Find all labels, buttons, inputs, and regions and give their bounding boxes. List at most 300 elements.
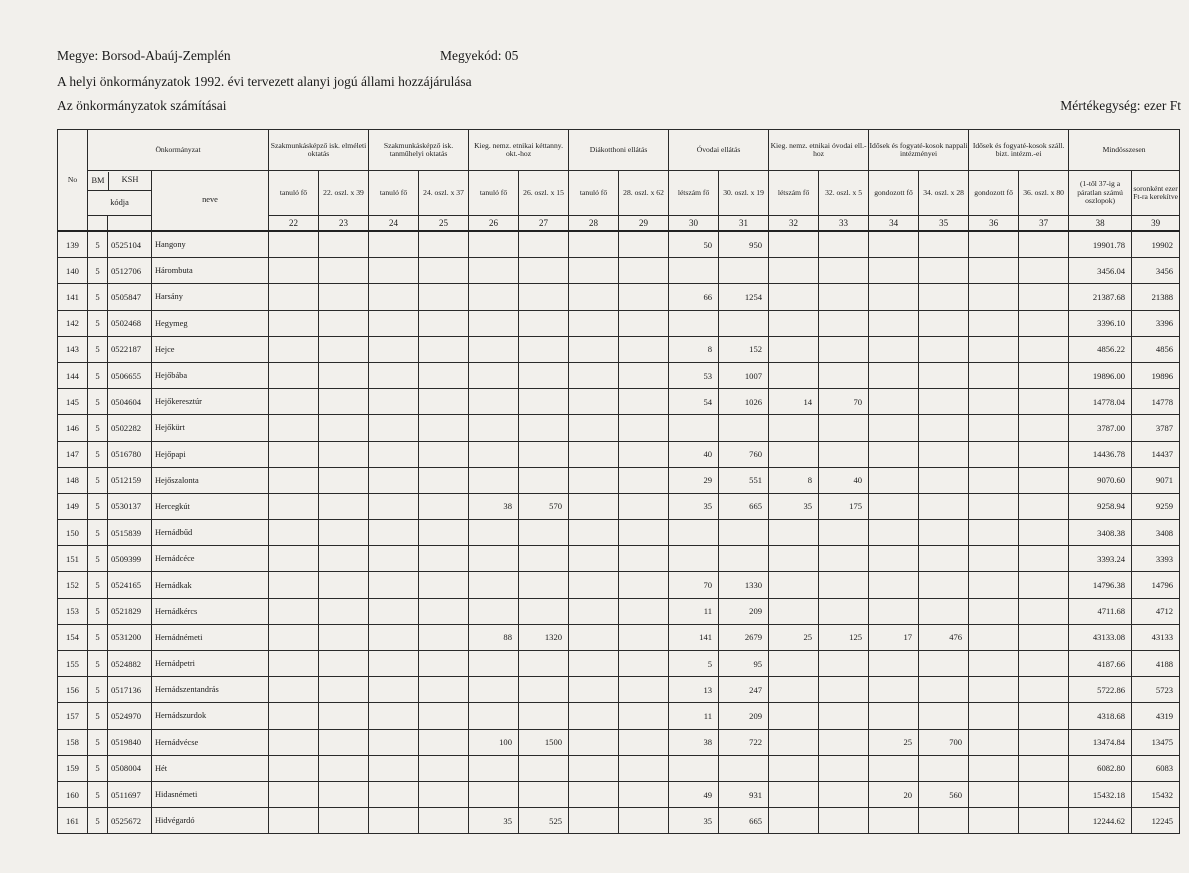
value-cell xyxy=(769,729,819,755)
value-cell xyxy=(919,520,969,546)
row-number: 159 xyxy=(58,755,88,781)
value-cell xyxy=(269,546,319,572)
value-cell xyxy=(369,520,419,546)
row-number: 145 xyxy=(58,389,88,415)
value-cell xyxy=(769,231,819,258)
value-cell xyxy=(369,703,419,729)
table-row xyxy=(58,808,1180,834)
value-cell xyxy=(619,231,669,258)
col-group-header: Szakmunkásképző isk. elméleti oktatás xyxy=(269,130,369,171)
municipality-name: Hernádnémeti xyxy=(152,624,269,650)
row-number: 147 xyxy=(58,441,88,467)
value-cell xyxy=(369,467,419,493)
col-sub-header: tanuló fő xyxy=(369,171,419,216)
value-cell: 4712 xyxy=(1132,598,1180,624)
value-cell xyxy=(769,755,819,781)
bm-code: 5 xyxy=(88,755,108,781)
bm-code: 5 xyxy=(88,441,108,467)
value-cell: 3396 xyxy=(1132,310,1180,336)
value-cell xyxy=(919,467,969,493)
value-cell: 476 xyxy=(919,624,969,650)
value-cell xyxy=(719,415,769,441)
value-cell xyxy=(269,703,319,729)
value-cell xyxy=(869,546,919,572)
value-cell xyxy=(469,362,519,388)
value-cell xyxy=(569,467,619,493)
value-cell xyxy=(269,677,319,703)
col-number: 23 xyxy=(319,216,369,232)
value-cell xyxy=(419,624,469,650)
municipality-name: Hét xyxy=(152,755,269,781)
bm-code: 5 xyxy=(88,389,108,415)
municipality-name: Hárombuta xyxy=(152,258,269,284)
value-cell xyxy=(419,441,469,467)
col-number: 30 xyxy=(669,216,719,232)
table-row xyxy=(58,520,1180,546)
value-cell: 2679 xyxy=(719,624,769,650)
col-header-no: No xyxy=(58,130,88,232)
bm-code: 5 xyxy=(88,703,108,729)
value-cell: 66 xyxy=(669,284,719,310)
value-cell xyxy=(819,781,869,807)
value-cell xyxy=(669,755,719,781)
municipality-name: Hernádszentandrás xyxy=(152,677,269,703)
value-cell: 3787 xyxy=(1132,415,1180,441)
ksh-code: 0522187 xyxy=(108,336,152,362)
value-cell xyxy=(969,258,1019,284)
value-cell xyxy=(719,310,769,336)
value-cell xyxy=(569,441,619,467)
value-cell: 21387.68 xyxy=(1069,284,1132,310)
table-row xyxy=(58,441,1180,467)
value-cell: 35 xyxy=(669,493,719,519)
value-cell: 700 xyxy=(919,729,969,755)
value-cell xyxy=(869,651,919,677)
table-row xyxy=(58,598,1180,624)
value-cell xyxy=(969,389,1019,415)
value-cell xyxy=(969,441,1019,467)
value-cell xyxy=(769,598,819,624)
municipality-name: Hegymeg xyxy=(152,310,269,336)
value-cell xyxy=(369,651,419,677)
value-cell xyxy=(969,781,1019,807)
value-cell xyxy=(1019,362,1069,388)
bm-code: 5 xyxy=(88,781,108,807)
col-group-header: Szakmunkásképző isk. tanműhelyi oktatás xyxy=(369,130,469,171)
value-cell xyxy=(419,310,469,336)
table-row xyxy=(58,546,1180,572)
ksh-code: 0530137 xyxy=(108,493,152,519)
value-cell xyxy=(319,781,369,807)
col-number: 29 xyxy=(619,216,669,232)
bm-code: 5 xyxy=(88,415,108,441)
value-cell xyxy=(519,336,569,362)
municipality-name: Hernádcéce xyxy=(152,546,269,572)
col-group-header: Diákotthoni ellátás xyxy=(569,130,669,171)
value-cell: 50 xyxy=(669,231,719,258)
value-cell: 70 xyxy=(819,389,869,415)
value-cell xyxy=(519,572,569,598)
value-cell xyxy=(919,546,969,572)
value-cell xyxy=(569,598,619,624)
value-cell xyxy=(819,415,869,441)
contribution-table xyxy=(57,129,1180,834)
value-cell: 722 xyxy=(719,729,769,755)
value-cell xyxy=(319,520,369,546)
value-cell xyxy=(319,598,369,624)
value-cell xyxy=(269,598,319,624)
value-cell xyxy=(969,651,1019,677)
value-cell: 38 xyxy=(669,729,719,755)
col-sub-header: gondozott fő xyxy=(969,171,1019,216)
bm-code: 5 xyxy=(88,651,108,677)
bm-code: 5 xyxy=(88,677,108,703)
value-cell: 54 xyxy=(669,389,719,415)
municipality-name: Hercegkút xyxy=(152,493,269,519)
table-body xyxy=(58,231,1180,834)
value-cell xyxy=(1019,729,1069,755)
table-row xyxy=(58,336,1180,362)
value-cell xyxy=(369,415,419,441)
bm-code: 5 xyxy=(88,546,108,572)
value-cell xyxy=(419,546,469,572)
value-cell xyxy=(269,781,319,807)
row-number: 146 xyxy=(58,415,88,441)
value-cell xyxy=(419,598,469,624)
value-cell: 5722.86 xyxy=(1069,677,1132,703)
value-cell xyxy=(269,415,319,441)
value-cell xyxy=(919,703,969,729)
value-cell xyxy=(369,231,419,258)
value-cell xyxy=(769,781,819,807)
ksh-code: 0515839 xyxy=(108,520,152,546)
value-cell xyxy=(319,231,369,258)
value-cell xyxy=(619,808,669,834)
value-cell xyxy=(619,284,669,310)
value-cell xyxy=(319,336,369,362)
value-cell xyxy=(519,598,569,624)
value-cell xyxy=(1019,781,1069,807)
col-sub-header: 26. oszl. x 15 xyxy=(519,171,569,216)
value-cell xyxy=(869,336,919,362)
value-cell xyxy=(269,336,319,362)
value-cell xyxy=(319,546,369,572)
bm-code: 5 xyxy=(88,231,108,258)
value-cell xyxy=(669,415,719,441)
municipality-name: Hernádszurdok xyxy=(152,703,269,729)
value-cell xyxy=(369,362,419,388)
value-cell xyxy=(619,441,669,467)
value-cell xyxy=(819,808,869,834)
value-cell xyxy=(969,362,1019,388)
col-group-header: Kieg. nemz. etnikai óvodai ell.-hoz xyxy=(769,130,869,171)
table-row xyxy=(58,493,1180,519)
value-cell: 35 xyxy=(669,808,719,834)
document-title: A helyi önkormányzatok 1992. évi tervezett alanyi jogú állami hozzájárulása xyxy=(57,74,472,89)
value-cell: 6082.80 xyxy=(1069,755,1132,781)
value-cell xyxy=(919,755,969,781)
municipality-name: Hangony xyxy=(152,231,269,258)
value-cell xyxy=(319,415,369,441)
row-number: 140 xyxy=(58,258,88,284)
value-cell xyxy=(519,284,569,310)
value-cell: 17 xyxy=(869,624,919,650)
row-number: 143 xyxy=(58,336,88,362)
row-number: 151 xyxy=(58,546,88,572)
value-cell xyxy=(919,231,969,258)
col-sub-header: tanuló fő xyxy=(469,171,519,216)
value-cell xyxy=(819,729,869,755)
value-cell xyxy=(919,258,969,284)
value-cell xyxy=(369,546,419,572)
value-cell xyxy=(419,703,469,729)
value-cell xyxy=(569,336,619,362)
value-cell: 560 xyxy=(919,781,969,807)
value-cell xyxy=(969,598,1019,624)
value-cell xyxy=(269,310,319,336)
value-cell xyxy=(569,415,619,441)
county-code-label: Megyekód: 05 xyxy=(440,48,519,63)
document-subtitle: Az önkormányzatok számításai xyxy=(57,98,227,113)
value-cell: 21388 xyxy=(1132,284,1180,310)
value-cell xyxy=(1019,703,1069,729)
value-cell xyxy=(519,651,569,677)
ksh-code: 0525672 xyxy=(108,808,152,834)
ksh-code: 0502468 xyxy=(108,310,152,336)
value-cell xyxy=(569,624,619,650)
value-cell xyxy=(519,362,569,388)
col-sub-header: (1-től 37-ig a páratlan számú oszlopok) xyxy=(1069,171,1132,216)
value-cell xyxy=(519,389,569,415)
value-cell xyxy=(769,362,819,388)
value-cell xyxy=(419,651,469,677)
col-sub-header: gondozott fő xyxy=(869,171,919,216)
bm-code: 5 xyxy=(88,310,108,336)
value-cell: 1500 xyxy=(519,729,569,755)
row-number: 158 xyxy=(58,729,88,755)
value-cell xyxy=(269,729,319,755)
value-cell xyxy=(819,546,869,572)
municipality-name: Hidvégardó xyxy=(152,808,269,834)
col-sub-header: 32. oszl. x 5 xyxy=(819,171,869,216)
value-cell xyxy=(269,389,319,415)
value-cell xyxy=(619,781,669,807)
value-cell: 40 xyxy=(669,441,719,467)
value-cell xyxy=(819,441,869,467)
col-header-kodja: kódja xyxy=(110,197,129,207)
table-row xyxy=(58,781,1180,807)
bm-code: 5 xyxy=(88,467,108,493)
value-cell: 14796 xyxy=(1132,572,1180,598)
value-cell xyxy=(869,467,919,493)
value-cell: 950 xyxy=(719,231,769,258)
value-cell: 14778 xyxy=(1132,389,1180,415)
value-cell xyxy=(869,598,919,624)
value-cell: 4319 xyxy=(1132,703,1180,729)
ksh-code: 0525104 xyxy=(108,231,152,258)
value-cell xyxy=(269,258,319,284)
ksh-code: 0502282 xyxy=(108,415,152,441)
municipality-name: Hejce xyxy=(152,336,269,362)
value-cell xyxy=(869,808,919,834)
municipality-name: Hernádvécse xyxy=(152,729,269,755)
col-group-header: Óvodai ellátás xyxy=(669,130,769,171)
value-cell xyxy=(769,441,819,467)
value-cell xyxy=(819,755,869,781)
row-number: 154 xyxy=(58,624,88,650)
value-cell xyxy=(919,598,969,624)
value-cell xyxy=(819,703,869,729)
value-cell xyxy=(519,231,569,258)
value-cell xyxy=(519,310,569,336)
value-cell: 15432 xyxy=(1132,781,1180,807)
value-cell: 152 xyxy=(719,336,769,362)
row-number: 141 xyxy=(58,284,88,310)
value-cell: 141 xyxy=(669,624,719,650)
value-cell xyxy=(969,572,1019,598)
value-cell xyxy=(619,493,669,519)
value-cell xyxy=(619,572,669,598)
ksh-code: 0512706 xyxy=(108,258,152,284)
municipality-name: Hernádbűd xyxy=(152,520,269,546)
ksh-code: 0505847 xyxy=(108,284,152,310)
value-cell xyxy=(869,572,919,598)
value-cell xyxy=(819,284,869,310)
value-cell xyxy=(369,624,419,650)
table-row xyxy=(58,703,1180,729)
value-cell xyxy=(569,703,619,729)
value-cell xyxy=(469,546,519,572)
table-row xyxy=(58,677,1180,703)
value-cell xyxy=(269,467,319,493)
value-cell: 1254 xyxy=(719,284,769,310)
value-cell xyxy=(469,284,519,310)
value-cell xyxy=(619,467,669,493)
value-cell xyxy=(369,493,419,519)
value-cell xyxy=(619,362,669,388)
value-cell: 53 xyxy=(669,362,719,388)
value-cell: 12244.62 xyxy=(1069,808,1132,834)
ksh-code: 0511697 xyxy=(108,781,152,807)
value-cell: 665 xyxy=(719,808,769,834)
value-cell xyxy=(469,467,519,493)
value-cell xyxy=(569,546,619,572)
value-cell xyxy=(369,389,419,415)
col-number: 28 xyxy=(569,216,619,232)
ksh-code: 0531200 xyxy=(108,624,152,650)
value-cell: 209 xyxy=(719,598,769,624)
col-blank xyxy=(88,216,108,232)
municipality-name: Hejőkürt xyxy=(152,415,269,441)
value-cell xyxy=(319,467,369,493)
col-blank xyxy=(108,216,152,232)
value-cell xyxy=(819,677,869,703)
value-cell xyxy=(1019,755,1069,781)
value-cell: 13 xyxy=(669,677,719,703)
value-cell xyxy=(469,572,519,598)
value-cell xyxy=(269,441,319,467)
value-cell xyxy=(669,310,719,336)
value-cell xyxy=(869,258,919,284)
value-cell: 3408 xyxy=(1132,520,1180,546)
unit-label: Mértékegység: ezer Ft xyxy=(1060,98,1181,113)
value-cell xyxy=(419,362,469,388)
value-cell xyxy=(419,808,469,834)
value-cell xyxy=(1019,415,1069,441)
value-cell xyxy=(969,284,1019,310)
value-cell xyxy=(719,258,769,284)
col-number: 34 xyxy=(869,216,919,232)
value-cell xyxy=(569,389,619,415)
value-cell xyxy=(469,310,519,336)
bm-code: 5 xyxy=(88,729,108,755)
ksh-code: 0517136 xyxy=(108,677,152,703)
value-cell xyxy=(319,651,369,677)
value-cell: 6083 xyxy=(1132,755,1180,781)
value-cell xyxy=(619,258,669,284)
bm-code: 5 xyxy=(88,520,108,546)
value-cell xyxy=(469,520,519,546)
value-cell: 931 xyxy=(719,781,769,807)
value-cell xyxy=(769,808,819,834)
value-cell: 3393 xyxy=(1132,546,1180,572)
value-cell xyxy=(1019,284,1069,310)
value-cell xyxy=(369,336,419,362)
value-cell xyxy=(969,520,1019,546)
col-sub-header: tanuló fő xyxy=(269,171,319,216)
value-cell xyxy=(719,520,769,546)
value-cell xyxy=(969,703,1019,729)
value-cell xyxy=(269,520,319,546)
bm-code: 5 xyxy=(88,624,108,650)
value-cell: 4188 xyxy=(1132,651,1180,677)
table-row xyxy=(58,258,1180,284)
value-cell xyxy=(519,755,569,781)
value-cell xyxy=(819,336,869,362)
value-cell: 9070.60 xyxy=(1069,467,1132,493)
value-cell: 43133 xyxy=(1132,624,1180,650)
ksh-code: 0509399 xyxy=(108,546,152,572)
value-cell xyxy=(869,703,919,729)
value-cell xyxy=(1019,389,1069,415)
value-cell xyxy=(919,415,969,441)
value-cell xyxy=(419,389,469,415)
value-cell xyxy=(319,677,369,703)
value-cell xyxy=(769,703,819,729)
value-cell xyxy=(769,651,819,677)
value-cell xyxy=(369,572,419,598)
value-cell xyxy=(369,310,419,336)
value-cell xyxy=(869,755,919,781)
value-cell: 35 xyxy=(469,808,519,834)
col-sub-header: tanuló fő xyxy=(569,171,619,216)
value-cell xyxy=(469,598,519,624)
value-cell xyxy=(919,310,969,336)
value-cell xyxy=(569,781,619,807)
value-cell: 247 xyxy=(719,677,769,703)
value-cell xyxy=(519,258,569,284)
col-group-header: Kieg. nemz. etnikai kéttanny. okt.-hoz xyxy=(469,130,569,171)
col-number: 36 xyxy=(969,216,1019,232)
value-cell xyxy=(869,389,919,415)
value-cell: 4711.68 xyxy=(1069,598,1132,624)
value-cell xyxy=(869,284,919,310)
value-cell xyxy=(469,755,519,781)
value-cell xyxy=(569,729,619,755)
col-number: 27 xyxy=(519,216,569,232)
value-cell xyxy=(969,808,1019,834)
value-cell xyxy=(919,493,969,519)
